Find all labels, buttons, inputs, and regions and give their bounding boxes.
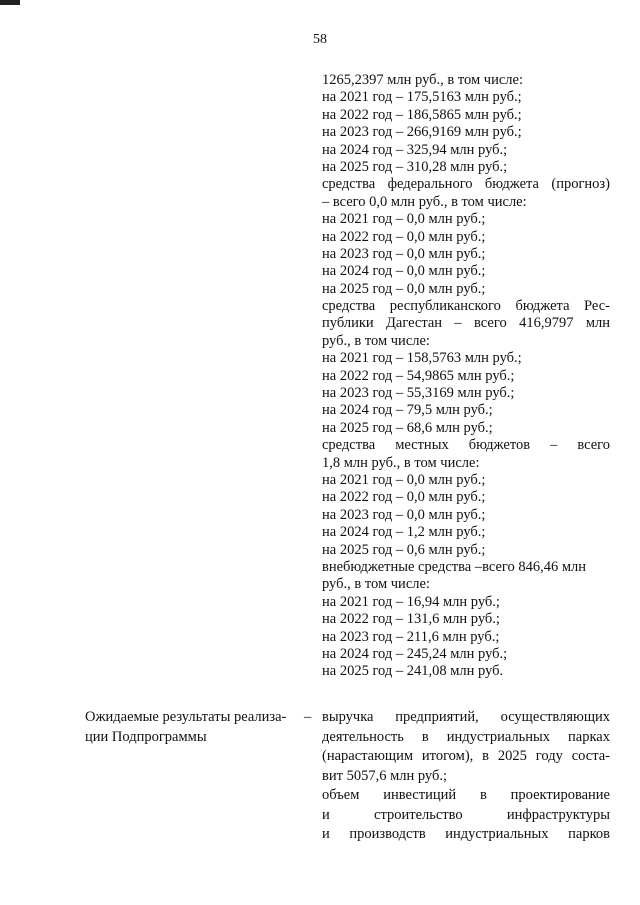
separator-dash: – [304,709,312,725]
financing-line: руб., в том числе: [322,576,430,593]
results-line: выручка предприятий, осуществляющих [322,709,610,725]
financing-line: – всего 0,0 млн руб., в том числе: [322,193,527,210]
financing-line: публики Дагестан – всего 416,9797 млн [322,315,610,332]
label-line: Ожидаемые результаты реализа- [85,709,287,725]
results-line: и строительство инфраструктуры [322,806,610,823]
expected-results-text [322,708,610,845]
financing-line: на 2025 год – 310,28 млн руб.; [322,158,508,175]
financing-line: на 2025 год – 241,08 млн руб. [322,663,504,680]
financing-line: руб., в том числе: [322,332,430,349]
financing-line: на 2023 год – 0,0 млн руб.; [322,245,486,262]
results-line: (нарастающим итогом), в 2025 году соста- [322,748,610,764]
page-number: 58 [313,32,327,47]
financing-line: на 2023 год – 55,3169 млн руб.; [322,385,515,402]
results-line: вит 5057,6 млн руб.; [322,767,448,784]
financing-line: на 2021 год – 0,0 млн руб.; [322,471,486,488]
financing-line: 1,8 млн руб., в том числе: [322,454,480,471]
financing-line: на 2022 год – 131,6 млн руб.; [322,611,500,628]
financing-line: на 2022 год – 0,0 млн руб.; [322,228,486,245]
financing-line: на 2023 год – 266,9169 млн руб.; [322,124,522,141]
financing-line: на 2021 год – 16,94 млн руб.; [322,593,500,610]
scan-corner-mark [0,0,20,5]
financing-line: на 2021 год – 175,5163 млн руб.; [322,89,522,106]
financing-line: на 2021 год – 158,5763 млн руб.; [322,350,522,367]
financing-line: на 2022 год – 0,0 млн руб.; [322,489,486,506]
financing-line: на 2024 год – 245,24 млн руб.; [322,645,508,662]
financing-line: на 2025 год – 0,6 млн руб.; [322,541,486,558]
financing-line: на 2025 год – 68,6 млн руб.; [322,419,493,436]
financing-line: на 2022 год – 186,5865 млн руб.; [322,106,522,123]
financing-line: внебюджетные средства –всего 846,46 млн [322,558,587,575]
results-line: объем инвестиций в проектирование [322,787,610,803]
financing-line: на 2024 год – 0,0 млн руб.; [322,263,486,280]
results-line: деятельность в индустриальных парках [322,728,610,745]
label-line: ции Подпрограммы [85,728,207,745]
financing-line: на 2024 год – 325,94 млн руб.; [322,141,508,158]
financing-line: 1265,2397 млн руб., в том числе: [322,72,523,88]
financing-line: на 2024 год – 1,2 млн руб.; [322,524,486,541]
financing-line: на 2023 год – 0,0 млн руб.; [322,506,486,523]
financing-line: средства федерального бюджета (прогноз) [322,176,610,193]
financing-line: средства местных бюджетов – всего [322,437,610,454]
financing-line: на 2022 год – 54,9865 млн руб.; [322,367,515,384]
financing-section [322,72,610,681]
expected-results-label [85,708,305,747]
financing-line: на 2023 год – 211,6 млн руб.; [322,628,500,645]
financing-line: средства республиканского бюджета Рес- [322,298,610,315]
results-line: и производств индустриальных парков [322,826,610,842]
financing-line: на 2025 год – 0,0 млн руб.; [322,280,486,297]
financing-line: на 2021 год – 0,0 млн руб.; [322,211,486,228]
financing-line: на 2024 год – 79,5 млн руб.; [322,402,493,419]
